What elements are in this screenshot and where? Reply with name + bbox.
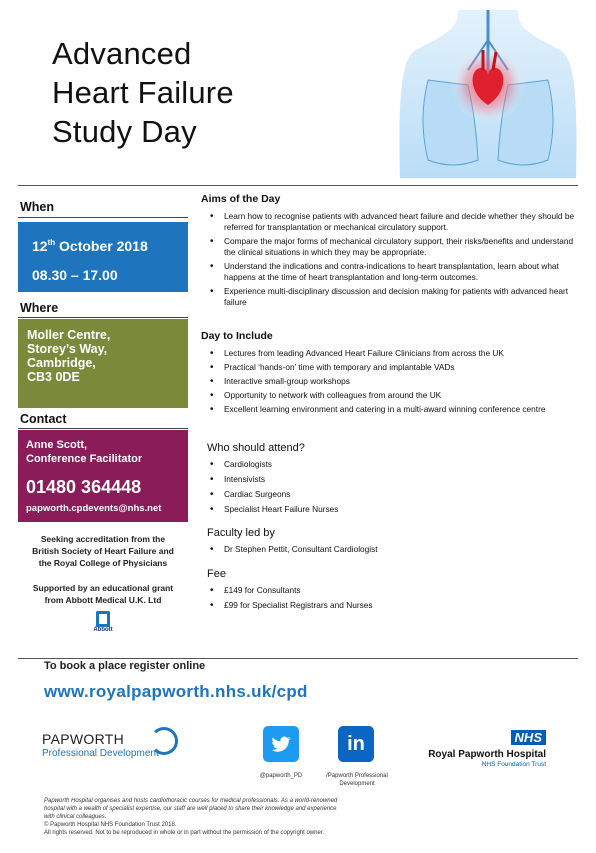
list-item: • Compare the major forms of mechanical circulatory support, their risks/benefits and understand the clinical situations in which they may be appropriate. (208, 236, 576, 258)
address-line: CB3 0DE (27, 370, 80, 384)
where-label: Where (20, 301, 59, 315)
nhs-badge: NHS (511, 730, 546, 745)
top-divider (18, 185, 578, 186)
where-box (18, 319, 188, 408)
abbott-logo (88, 611, 118, 633)
list-item: • Interactive small-group workshops (208, 376, 576, 387)
when-rule (18, 217, 188, 218)
list-item: • Practical ‘hands-on’ time with temporary and implantable VADs (208, 362, 576, 373)
logo-ring-icon (150, 727, 178, 755)
aims-heading: Aims of the Day (201, 193, 281, 205)
event-date (32, 234, 188, 255)
twitter-caption: @papworth_PD (259, 773, 303, 779)
where-rule (18, 317, 188, 318)
list-item: • Opportunity to network with colleagues from around the UK (208, 390, 576, 401)
event-time: 08.30 – 17.00 (32, 267, 118, 283)
support-note (18, 582, 188, 606)
abbott-mark-icon (96, 611, 110, 624)
contact-email[interactable]: papworth.cpdevents@nhs.net (26, 503, 162, 514)
list-item: • Cardiologists (208, 459, 576, 470)
date-suffix: th (47, 238, 56, 247)
support-line: from Abbott Medical U.K. Ltd (44, 595, 162, 605)
title-line-3: Study Day (52, 114, 197, 149)
nhs-logo (414, 727, 546, 768)
twitter-bird-icon (263, 726, 299, 762)
faculty-list (208, 544, 576, 558)
abbott-logo-text: Abbott (93, 627, 113, 633)
attend-list (208, 459, 576, 519)
list-item: • Lectures from leading Advanced Heart Failure Clinicians from across the UK (208, 348, 576, 359)
list-item: • Learn how to recognise patients with advanced heart failure and decide whether they should be referred for transplantation or mechanical circulatory support. (208, 211, 576, 233)
attend-heading: Who should attend? (207, 442, 305, 454)
footer-line: © Papworth Hospital NHS Foundation Trust 2018. (44, 822, 177, 828)
booking-text: To book a place register online (44, 660, 206, 672)
logo-name: PAPWORTH (42, 731, 124, 747)
when-box (18, 222, 188, 292)
logo-sub: Professional Development (42, 748, 159, 759)
contact-phone[interactable]: 01480 364448 (26, 477, 142, 497)
address-line: Cambridge, (27, 356, 96, 370)
list-item: • Dr Stephen Pettit, Consultant Cardiologist (208, 544, 576, 555)
linkedin-icon[interactable]: in (338, 726, 374, 762)
twitter-icon[interactable] (263, 726, 299, 762)
list-item: • £149 for Consultants (208, 585, 576, 596)
faculty-heading: Faculty led by (207, 527, 275, 539)
when-label: When (20, 200, 55, 214)
list-item: • Experience multi-disciplinary discussion and decision making for patients with advanced heart failure (208, 286, 576, 308)
linkedin-caption-line: /Papworth Professional (326, 773, 388, 779)
linkedin-caption (312, 772, 402, 788)
list-item: • Excellent learning environment and catering in a multi-award winning conference centre (208, 404, 576, 415)
aims-list (208, 211, 576, 311)
booking-url-link[interactable]: www.royalpapworth.nhs.uk/cpd (44, 682, 308, 701)
footer (44, 797, 544, 837)
day-heading: Day to Include (201, 330, 273, 342)
footer-line: with clinical colleagues. (44, 814, 107, 820)
address-line: Moller Centre, (27, 328, 111, 342)
list-item: • Understand the indications and contra-indications to heart transplantation, learn about what happens at the time of heart transplantation and long-term outcomes. (208, 261, 576, 283)
contact-name: Anne Scott, (26, 439, 88, 451)
papworth-pd-logo (42, 731, 192, 759)
linkedin-caption-line: Development (339, 781, 375, 787)
bottom-divider (18, 658, 578, 659)
accreditation-note (18, 533, 188, 569)
fee-heading: Fee (207, 568, 226, 580)
support-line: Supported by an educational grant (32, 583, 174, 593)
footer-line: All rights reserved. Not to be reproduced in whole or in part without the permission of the copyright owner. (44, 830, 325, 836)
accreditation-line: Seeking accreditation from the (40, 534, 166, 544)
accreditation-line: the Royal College of Physicians (38, 558, 168, 568)
heart-illustration (398, 10, 578, 178)
footer-line: hospital with a wealth of specialist expertise, our staff are well placed to share their knowledge and experience (44, 806, 337, 812)
list-item: • Cardiac Surgeons (208, 489, 576, 500)
contact-rule (18, 428, 188, 429)
list-item: • £99 for Specialist Registrars and Nurses (208, 600, 576, 611)
contact-label: Contact (20, 412, 67, 426)
list-item: • Specialist Heart Failure Nurses (208, 504, 576, 515)
title-line-1: Advanced (52, 36, 192, 71)
accreditation-line: British Society of Heart Failure and (32, 546, 174, 556)
title-line-2: Heart Failure (52, 75, 234, 110)
date-rest: October 2018 (55, 238, 148, 254)
address-line: Storey’s Way, (27, 342, 108, 356)
footer-line: Papworth Hospital organises and hosts cardiothoracic courses for medical professionals. As a world-renowned (44, 798, 338, 804)
nhs-org: Royal Papworth Hospital (428, 749, 546, 760)
nhs-trust: NHS Foundation Trust (481, 761, 546, 768)
date-day: 12 (32, 238, 48, 254)
contact-box (18, 430, 188, 522)
page-title (52, 34, 372, 151)
contact-role: Conference Facilitator (26, 453, 143, 465)
fee-list (208, 585, 576, 615)
list-item: • Intensivists (208, 474, 576, 485)
day-list (208, 348, 576, 418)
